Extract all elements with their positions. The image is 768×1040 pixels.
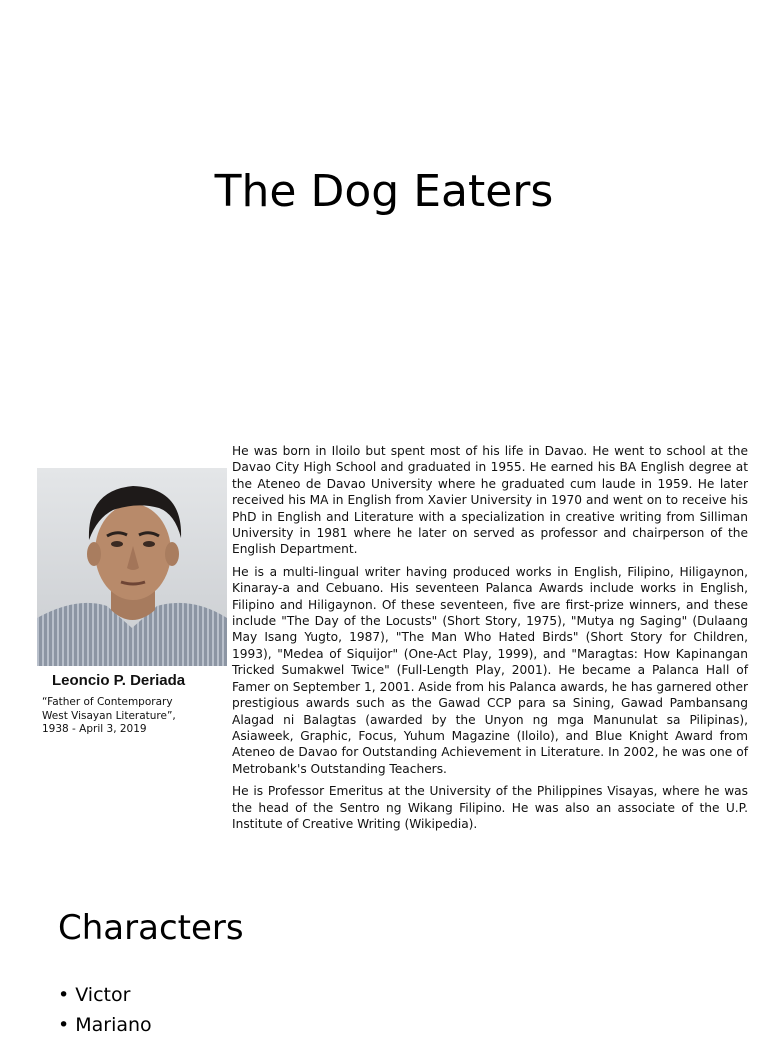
list-item: [58, 1010, 152, 1040]
author-epithet-line-2: West Visayan Literature”,: [42, 709, 176, 722]
slide-title: The Dog Eaters: [214, 166, 554, 217]
character-name: Mariano: [75, 1014, 152, 1036]
author-biography: [232, 443, 748, 838]
characters-heading: Characters: [58, 908, 244, 948]
character-name: Victor: [75, 984, 131, 1006]
bio-paragraph: He was born in Iloilo but spent most of his life in Davao. He went to school at the Davao City High School and graduated in 1955. He earned his BA English degree at the Ateneo de Davao University where he graduated cum laude in 1959. He later received his MA in English from Xavier University in 1970 and went on to receive his PhD in English and Literature with a specialization in creative writing from Silliman University in 1981 where he later on served as professor and chairperson of the English Department.: [232, 444, 748, 557]
portrait-photo-icon: [37, 468, 227, 666]
bio-paragraph: He is Professor Emeritus at the University of the Philippines Visayas, where he was the head of the Sentro ng Wikang Filipino. He was also an associate of the U.P. Institute of Creative Writing (Wikipedia).: [232, 784, 748, 831]
list-item: [58, 980, 152, 1010]
author-epithet: [42, 696, 222, 737]
characters-list: [58, 980, 152, 1040]
author-life-dates: 1938 - April 3, 2019: [42, 723, 147, 735]
author-epithet-line-1: “Father of Contemporary: [42, 696, 173, 708]
author-name: Leoncio P. Deriada: [52, 672, 186, 689]
bio-paragraph: He is a multi-lingual writer having produced works in English, Filipino, Hiligaynon, Kinaray-a and Cebuano. His seventeen Palanca Awards include works in English, Filipino and Hiligaynon. Of these seventeen, five are first-prize winners, and these include "The Day of the Locusts" (Short Story, 1975), "Mutya ng Saging" (Dulaang May Isang Yugto, 1987), "The Man Who Hated Birds" (Short Story for Children, 1993), "Medea of Siquijor" (One-Act Play, 1999), and "Maragtas: How Kapinangan Tricked Sumakwel Twice" (Full-Length Play, 2001). He became a Palanca Hall of Famer on September 1, 2001. Aside from his Palanca awards, he has garnered other prestigious awards such as the Gawad CCP para sa Sining, Gawad Pambansang Alagad ni Balagtas (awarded by the Unyon ng mga Manunulat sa Pilipinas), Asiaweek, Graphic, Focus, Yuhum Magazine (Iloilo), and Blue Knight Award from Ateneo de Davao for Outstanding Achievement in Literature. In 2002, he was one of Metrobank's Outstanding Teachers.: [232, 564, 748, 776]
author-photo: [37, 468, 227, 666]
